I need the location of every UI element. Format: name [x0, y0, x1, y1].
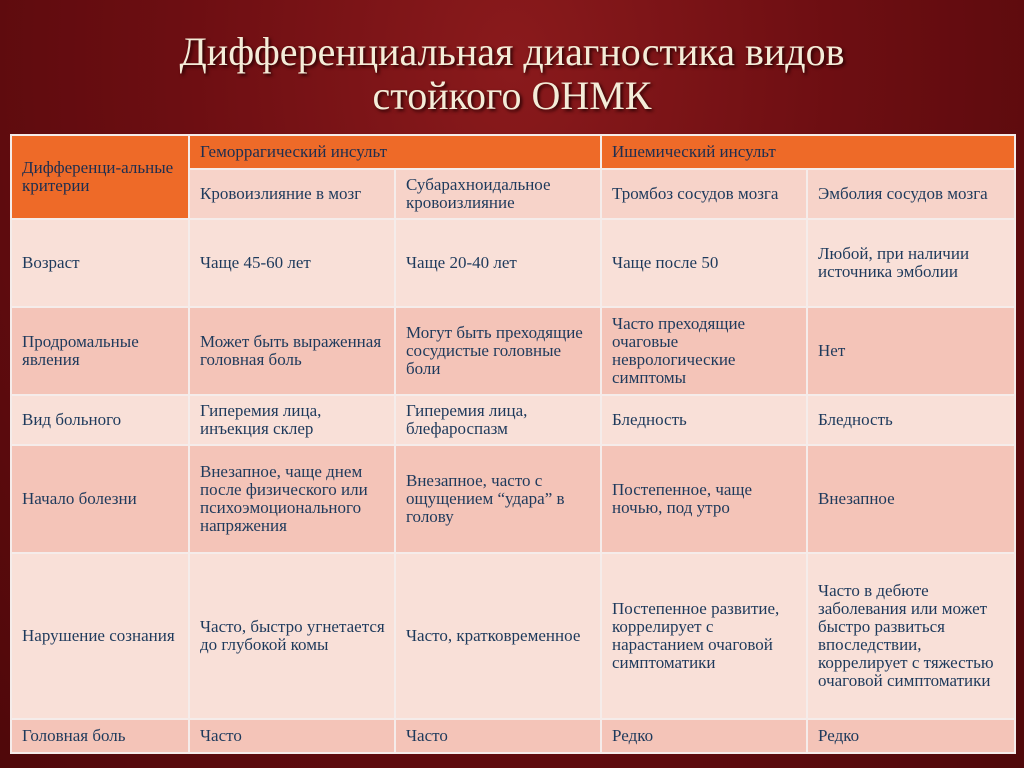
table-cell: Часто, быстро угнетается до глубокой комы: [189, 553, 395, 719]
table-row: [11, 395, 1015, 445]
criterion-cell: Возраст: [11, 219, 189, 307]
table-cell: Часто: [189, 719, 395, 753]
slide-title: [0, 30, 1024, 118]
table-cell: Часто: [395, 719, 601, 753]
table-cell: Гиперемия лица, блефароспазм: [395, 395, 601, 445]
table-cell: Часто, кратковременное: [395, 553, 601, 719]
group-header-ischemic: Ишемический инсульт: [601, 135, 1015, 169]
table-cell: Внезапное: [807, 445, 1015, 553]
criterion-cell: Головная боль: [11, 719, 189, 753]
table-cell: Чаще 20-40 лет: [395, 219, 601, 307]
table-cell: Внезапное, чаще днем после физического или психоэмоционального напряжения: [189, 445, 395, 553]
table-cell: Чаще 45-60 лет: [189, 219, 395, 307]
table-cell: Чаще после 50: [601, 219, 807, 307]
table-cell: Нет: [807, 307, 1015, 395]
criterion-cell: Нарушение сознания: [11, 553, 189, 719]
criteria-header: Дифференци-альные критерии: [11, 135, 189, 219]
subheader-thrombosis: Тромбоз сосудов мозга: [601, 169, 807, 219]
subheader-intracerebral: Кровоизлияние в мозг: [189, 169, 395, 219]
table-cell: Постепенное, чаще ночью, под утро: [601, 445, 807, 553]
table-cell: Часто преходящие очаговые неврологические симптомы: [601, 307, 807, 395]
table-cell: Могут быть преходящие сосудистые головные боли: [395, 307, 601, 395]
criterion-cell: Вид больного: [11, 395, 189, 445]
criterion-cell: Продромальные явления: [11, 307, 189, 395]
table-cell: Любой, при наличии источника эмболии: [807, 219, 1015, 307]
slide-title-line-1: Дифференциальная диагностика видов: [179, 29, 845, 74]
table-row: [11, 553, 1015, 719]
slide-title-line-2: стойкого ОНМК: [372, 73, 652, 118]
group-header-hemorrhagic: Геморрагический инсульт: [189, 135, 601, 169]
table-row: [11, 445, 1015, 553]
criterion-cell: Начало болезни: [11, 445, 189, 553]
diagnosis-table: [10, 134, 1016, 754]
subheader-embolism: Эмболия сосудов мозга: [807, 169, 1015, 219]
table-cell: Постепенное развитие, коррелирует с нарастанием очаговой симптоматики: [601, 553, 807, 719]
table-cell: Может быть выраженная головная боль: [189, 307, 395, 395]
table-cell: Часто в дебюте заболевания или может быстро развиться впоследствии, коррелирует с тяжестью очаговой симптоматики: [807, 553, 1015, 719]
subheader-subarachnoid: Субарахноидальное кровоизлияние: [395, 169, 601, 219]
table-row: [11, 719, 1015, 753]
table-cell: Редко: [601, 719, 807, 753]
table-row: [11, 307, 1015, 395]
table-row: [11, 219, 1015, 307]
table-cell: Гиперемия лица, инъекция склер: [189, 395, 395, 445]
table-cell: Внезапное, часто с ощущением “удара” в голову: [395, 445, 601, 553]
header-row-groups: [11, 135, 1015, 169]
table-cell: Бледность: [807, 395, 1015, 445]
table-cell: Редко: [807, 719, 1015, 753]
table-cell: Бледность: [601, 395, 807, 445]
